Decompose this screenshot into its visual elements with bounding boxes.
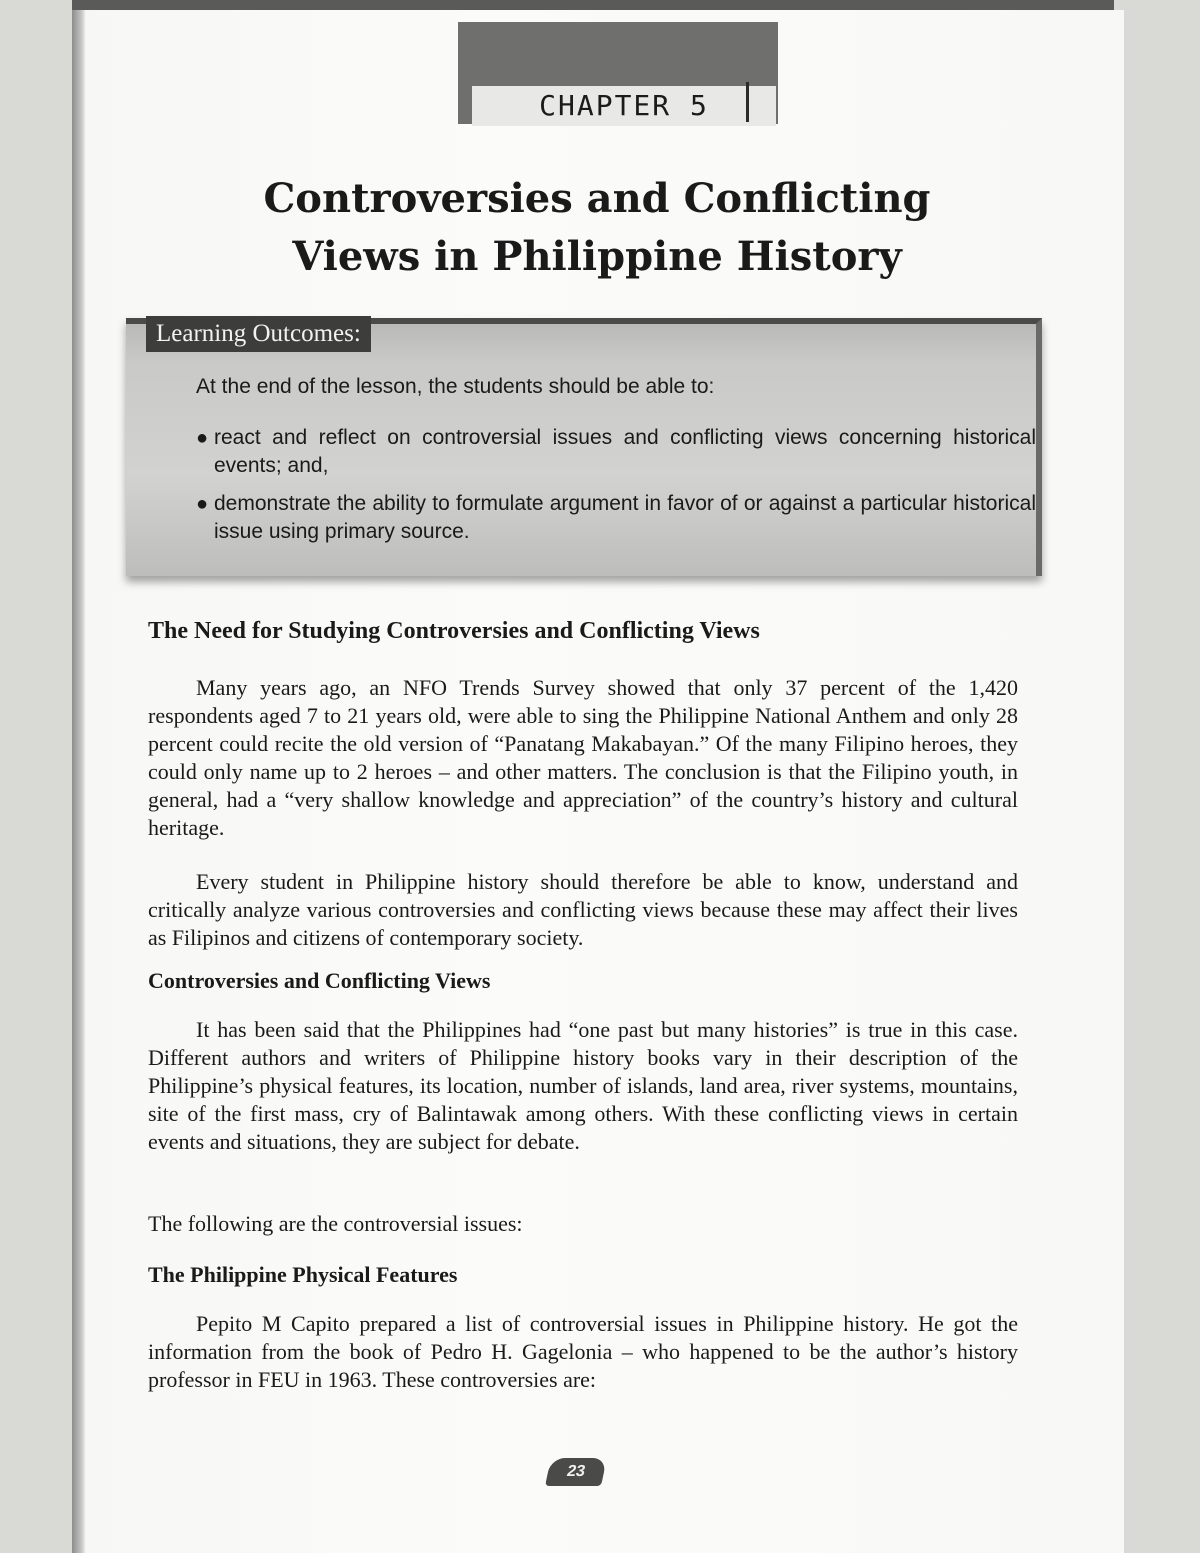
learning-outcome-text: demonstrate the ability to formulate argument in favor of or against a particular historical issue using primary source. <box>214 492 1036 543</box>
paragraph-following-issues: The following are the controversial issues: <box>148 1211 523 1236</box>
binding-shadow <box>72 10 86 1553</box>
paragraph-every-student: Every student in Philippine history should therefore be able to know, understand and critically analyze various controversies and conflicting views because these may affect their lives as Filipinos and citizens of contemporary society. <box>148 869 1018 950</box>
learning-outcome-text: react and reflect on controversial issues and conflicting views concerning historical events; and, <box>214 426 1036 477</box>
chapter-title-line-1: Controversies and Conflicting <box>263 175 931 222</box>
document-page <box>72 10 1124 1553</box>
chapter-tick-mark <box>746 82 749 122</box>
learning-outcome-item <box>196 424 1036 480</box>
chapter-label: CHAPTER 5 <box>472 86 776 126</box>
learning-outcomes-header: Learning Outcomes: <box>146 316 371 352</box>
chapter-title <box>222 170 972 286</box>
paragraph-one-past: It has been said that the Philippines had “one past but many histories” is true in this case. Different authors and writers of Philippine history books vary in their description of the Philippine’s physical features, its location, number of islands, land area, river systems, mountains, site of the first mass, cry of Balintawak among others. With these conflicting views in certain events and situations, they are subject for debate. <box>148 1017 1018 1154</box>
page-number: 23 <box>545 1458 607 1486</box>
learning-outcomes-list <box>196 424 1036 556</box>
bullet-icon: ● <box>196 493 209 515</box>
paragraph-capito: Pepito M Capito prepared a list of controversial issues in Philippine history. He got the information from the book of Pedro H. Gagelonia – who happened to be the author’s history professor in FEU in 1963. These controversies are: <box>148 1311 1018 1392</box>
learning-outcome-item <box>196 490 1036 546</box>
learning-outcomes-intro: At the end of the lesson, the students should be able to: <box>196 375 715 398</box>
chapter-title-line-2: Views in Philippine History <box>292 233 902 280</box>
section-heading-controversies: Controversies and Conflicting Views <box>148 968 491 993</box>
paragraph-survey: Many years ago, an NFO Trends Survey showed that only 37 percent of the 1,420 respondents aged 7 to 21 years old, were able to sing the Philippine National Anthem and only 28 percent could recite the old version of “Panatang Makabayan.” Of the many Filipino heroes, they could only name up to 2 heroes – and other matters. The conclusion is that the Filipino youth, in general, had a “very shallow knowledge and appreciation” of the country’s history and cultural heritage. <box>148 675 1018 840</box>
bullet-icon: ● <box>196 427 209 449</box>
section-heading-need: The Need for Studying Controversies and Conflicting Views <box>148 618 760 644</box>
section-heading-physical-features: The Philippine Physical Features <box>148 1262 458 1287</box>
